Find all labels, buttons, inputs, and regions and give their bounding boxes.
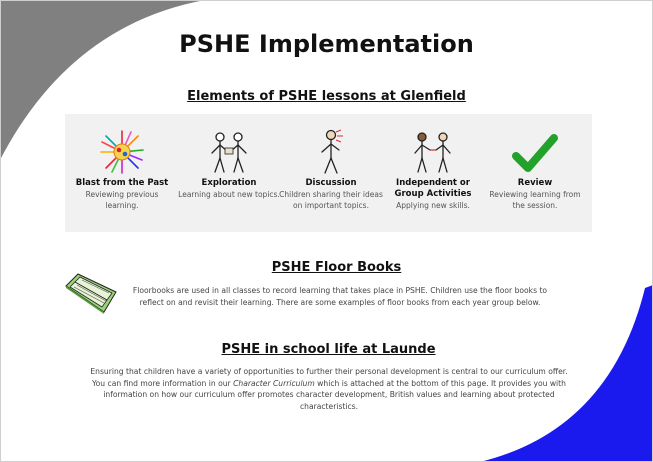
school-life-text-part: Ensuring that children have a variety of opportunities to further their personal development is central to our curriculum offer. You can find more information in our <box>90 367 568 388</box>
element-name: Blast from the Past <box>75 178 169 188</box>
element-name: Review <box>517 178 553 188</box>
elements-heading: Elements of PSHE lessons at Glenfield <box>187 89 466 104</box>
element-discussion <box>279 122 383 211</box>
element-description: Applying new skills. <box>396 201 470 210</box>
element-independent-or-group-activities <box>381 122 485 212</box>
element-description: Reviewing learning from the session. <box>489 190 581 210</box>
floor-books-text: Floorbooks are used in all classes to record learning that takes place in PSHE. Children use the floor books to reflect on and revisit their learning. There are some examples of floor books from each year group below. <box>132 286 548 307</box>
school-life-heading: PSHE in school life at Launde <box>221 342 436 357</box>
element-description: Children sharing their ideas on important topics. <box>279 190 383 210</box>
group-activity-icon <box>410 130 456 176</box>
person-talking-icon <box>311 128 351 176</box>
character-curriculum-link[interactable]: Character Curriculum <box>233 378 315 388</box>
element-name: Independent or Group Activities <box>394 178 472 199</box>
fireworks-icon <box>98 128 146 176</box>
element-review <box>483 122 587 211</box>
school-life-text <box>86 366 572 412</box>
green-tick-icon <box>512 132 558 176</box>
page-title: PSHE Implementation <box>179 30 474 58</box>
element-exploration <box>177 122 281 201</box>
element-description: Learning about new topics. <box>178 190 280 199</box>
element-name: Exploration <box>201 178 257 188</box>
people-exploring-icon <box>206 130 252 176</box>
element-name: Discussion <box>305 178 357 188</box>
elements-panel <box>65 114 592 232</box>
open-book-icon <box>64 272 118 314</box>
floor-books-heading: PSHE Floor Books <box>271 260 402 275</box>
school-life-text-part: which is attached at the bottom of this page. It provides you with information on how our curriculum offer promotes character development, British values and learning about protected characteristics. <box>103 378 566 411</box>
element-blast-from-the-past <box>70 122 174 211</box>
element-description: Reviewing previous learning. <box>85 190 159 210</box>
